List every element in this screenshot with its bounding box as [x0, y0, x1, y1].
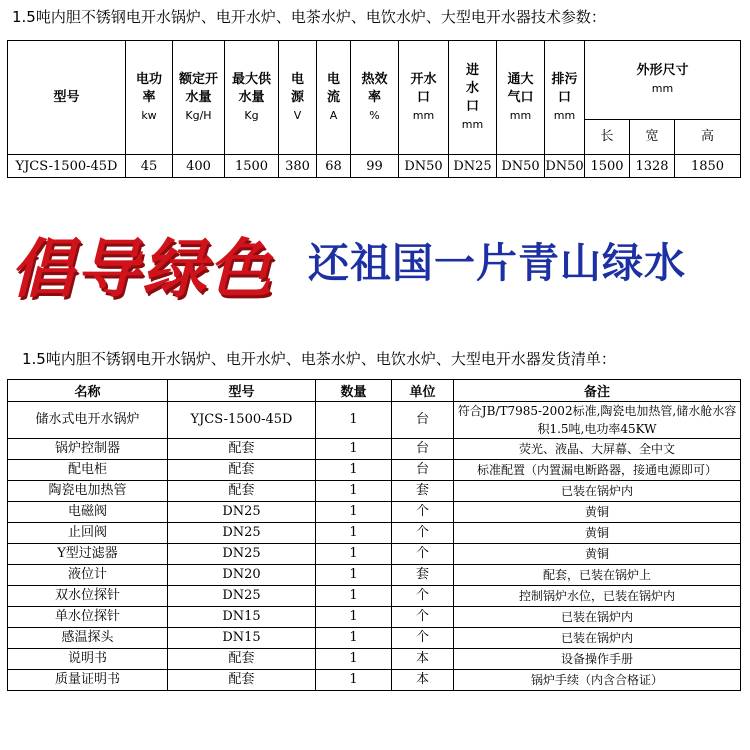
- item-qty: 1: [316, 607, 392, 628]
- spec-cell-max: 1500: [225, 155, 279, 178]
- item-qty: 1: [316, 649, 392, 670]
- slogan-left: 倡导绿色: [10, 232, 274, 307]
- item-qty: 1: [316, 402, 392, 439]
- item-name: 感温探头: [8, 628, 168, 649]
- table-row: [8, 544, 741, 565]
- item-model: 配套: [168, 460, 316, 481]
- spec-header-dims: 外形尺寸 mm: [585, 41, 741, 120]
- item-note: 已装在锅炉内: [454, 607, 741, 628]
- item-unit: 套: [392, 565, 454, 586]
- item-qty: 1: [316, 502, 392, 523]
- shipping-header-name: 名称: [8, 380, 168, 402]
- item-note: 标准配置（内置漏电断路器，接通电源即可）: [454, 460, 741, 481]
- item-name: 锅炉控制器: [8, 439, 168, 460]
- item-unit: 本: [392, 649, 454, 670]
- item-note: 黄铜: [454, 544, 741, 565]
- shipping-heading: 1.5吨内胆不锈钢电开水锅炉、电开水炉、电茶水炉、电饮水炉、大型电开水器发货清单：: [22, 350, 616, 368]
- item-model: DN25: [168, 586, 316, 607]
- spec-cell-inlet: DN25: [449, 155, 497, 178]
- spec-data-row: [8, 155, 741, 178]
- spec-cell-current: 68: [317, 155, 351, 178]
- item-model: DN20: [168, 565, 316, 586]
- spec-header-vent: 通大气口 mm: [497, 41, 545, 155]
- item-name: 说明书: [8, 649, 168, 670]
- item-note: 已装在锅炉内: [454, 481, 741, 502]
- item-unit: 台: [392, 460, 454, 481]
- item-note: 已装在锅炉内: [454, 628, 741, 649]
- item-name: 储水式电开水锅炉: [8, 402, 168, 439]
- item-qty: 1: [316, 481, 392, 502]
- item-qty: 1: [316, 460, 392, 481]
- item-note: 设备操作手册: [454, 649, 741, 670]
- item-qty: 1: [316, 523, 392, 544]
- table-row: [8, 481, 741, 502]
- spec-heading: 1.5吨内胆不锈钢电开水锅炉、电开水炉、电茶水炉、电饮水炉、大型电开水器技术参数：: [12, 8, 606, 26]
- item-name: Y型过滤器: [8, 544, 168, 565]
- item-model: DN25: [168, 544, 316, 565]
- item-unit: 套: [392, 481, 454, 502]
- spec-cell-outlet: DN50: [399, 155, 449, 178]
- item-unit: 本: [392, 670, 454, 691]
- item-name: 陶瓷电加热管: [8, 481, 168, 502]
- spec-cell-length: 1500: [585, 155, 630, 178]
- table-row: [8, 565, 741, 586]
- item-qty: 1: [316, 565, 392, 586]
- item-name: 电磁阀: [8, 502, 168, 523]
- table-row: [8, 460, 741, 481]
- spec-header-width: 宽: [630, 120, 675, 155]
- spec-cell-voltage: 380: [279, 155, 317, 178]
- item-unit: 个: [392, 544, 454, 565]
- item-unit: 个: [392, 586, 454, 607]
- spec-cell-drain: DN50: [545, 155, 585, 178]
- table-row: [8, 628, 741, 649]
- table-row: [8, 402, 741, 439]
- item-model: 配套: [168, 481, 316, 502]
- item-model: DN15: [168, 607, 316, 628]
- item-note: 符合JB/T7985-2002标准,陶瓷电加热管,储水舱水容积1.5吨,电功率45KW: [454, 402, 741, 439]
- item-model: 配套: [168, 649, 316, 670]
- shipping-header-row: [8, 380, 741, 402]
- item-qty: 1: [316, 439, 392, 460]
- table-row: [8, 670, 741, 691]
- slogan-banner: [0, 218, 750, 307]
- spec-header-inlet: 进水口 mm: [449, 41, 497, 155]
- slogan-right: 还祖国一片青山绿水: [308, 239, 686, 287]
- shipping-header-model: 型号: [168, 380, 316, 402]
- spec-header-model: 型号: [8, 41, 126, 155]
- item-note: 黄铜: [454, 502, 741, 523]
- item-note: 配套，已装在锅炉上: [454, 565, 741, 586]
- item-model: DN25: [168, 502, 316, 523]
- item-unit: 台: [392, 439, 454, 460]
- item-note: 锅炉手续（内含合格证）: [454, 670, 741, 691]
- spec-cell-width: 1328: [630, 155, 675, 178]
- item-name: 液位计: [8, 565, 168, 586]
- table-row: [8, 586, 741, 607]
- spec-table: [7, 40, 741, 178]
- table-row: [8, 649, 741, 670]
- item-qty: 1: [316, 586, 392, 607]
- spec-cell-efficiency: 99: [351, 155, 399, 178]
- table-row: [8, 523, 741, 544]
- item-unit: 台: [392, 402, 454, 439]
- spec-cell-power: 45: [126, 155, 173, 178]
- item-name: 单水位探针: [8, 607, 168, 628]
- spec-header-current: 电流 A: [317, 41, 351, 155]
- item-note: 控制锅炉水位，已装在锅炉内: [454, 586, 741, 607]
- item-model: DN25: [168, 523, 316, 544]
- item-note: 荧光、液晶、大屏幕、全中文: [454, 439, 741, 460]
- spec-header-drain: 排污口 mm: [545, 41, 585, 155]
- spec-header-max: 最大供水量 Kg: [225, 41, 279, 155]
- item-name: 止回阀: [8, 523, 168, 544]
- spec-header-length: 长: [585, 120, 630, 155]
- item-qty: 1: [316, 544, 392, 565]
- table-row: [8, 439, 741, 460]
- shipping-header-note: 备注: [454, 380, 741, 402]
- item-unit: 个: [392, 628, 454, 649]
- item-note: 黄铜: [454, 523, 741, 544]
- spec-header-outlet: 开水口 mm: [399, 41, 449, 155]
- spec-header-voltage: 电源 V: [279, 41, 317, 155]
- item-unit: 个: [392, 502, 454, 523]
- spec-header-height: 高: [675, 120, 741, 155]
- spec-cell-rated: 400: [173, 155, 225, 178]
- item-model: 配套: [168, 670, 316, 691]
- spec-header-rated: 额定开水量 Kg/H: [173, 41, 225, 155]
- shipping-table: [7, 379, 741, 691]
- spec-header-efficiency: 热效率 %: [351, 41, 399, 155]
- spec-header-power: 电功率 kw: [126, 41, 173, 155]
- item-unit: 个: [392, 523, 454, 544]
- item-qty: 1: [316, 670, 392, 691]
- shipping-header-unit: 单位: [392, 380, 454, 402]
- item-model: DN15: [168, 628, 316, 649]
- item-qty: 1: [316, 628, 392, 649]
- table-row: [8, 607, 741, 628]
- spec-cell-vent: DN50: [497, 155, 545, 178]
- item-unit: 个: [392, 607, 454, 628]
- item-model: YJCS-1500-45D: [168, 402, 316, 439]
- spec-cell-model: YJCS-1500-45D: [8, 155, 126, 178]
- item-model: 配套: [168, 439, 316, 460]
- shipping-header-qty: 数量: [316, 380, 392, 402]
- spec-cell-height: 1850: [675, 155, 741, 178]
- table-row: [8, 502, 741, 523]
- item-name: 质量证明书: [8, 670, 168, 691]
- item-name: 配电柜: [8, 460, 168, 481]
- item-name: 双水位探针: [8, 586, 168, 607]
